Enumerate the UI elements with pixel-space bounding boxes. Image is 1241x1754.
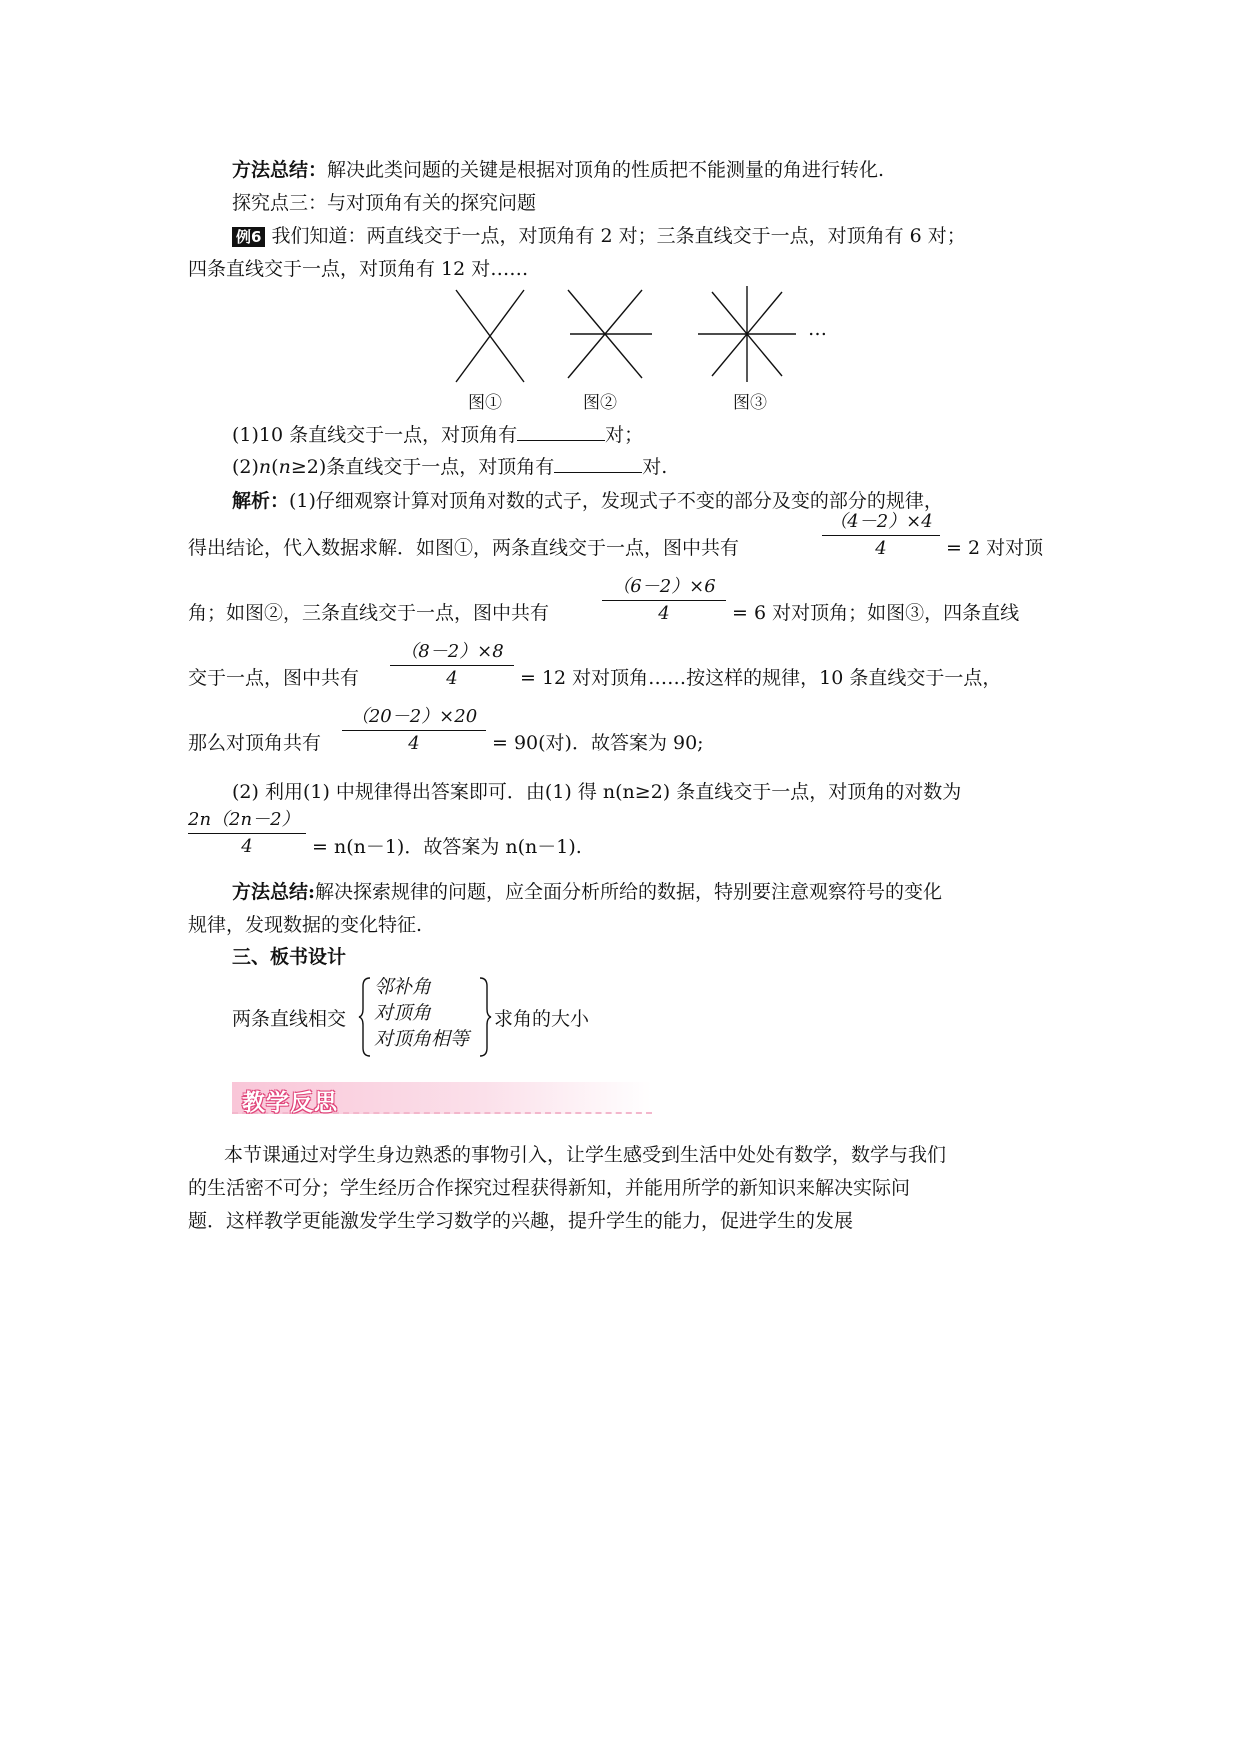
- example-text-1: 我们知道：两直线交于一点，对顶角有 2 对；三条直线交于一点，对顶角有 6 对；: [271, 225, 966, 247]
- fraction-3-numerator: （8－2）×8: [400, 641, 504, 662]
- analysis-text-1: (1)仔细观察计算对顶角对数的式子，发现式子不变的部分及变的部分的规律，: [289, 490, 943, 512]
- question-2-paren: (: [271, 456, 279, 478]
- figure-1-label: 图①: [468, 393, 502, 413]
- question-1: [232, 420, 643, 447]
- question-2-number: (2): [232, 456, 259, 478]
- question-2-blank: [554, 456, 642, 473]
- question-2-text: ≥2)条直线交于一点，对顶角有: [290, 456, 555, 478]
- board-item-1: 邻补角: [374, 976, 432, 998]
- fraction-4-denominator: 4: [408, 733, 420, 754]
- left-brace-icon: [358, 976, 372, 1058]
- method-summary-text: 解决此类问题的关键是根据对顶角的性质把不能测量的角进行转化.: [327, 159, 885, 181]
- fraction-5: [188, 808, 306, 859]
- example-line-1: [232, 221, 966, 248]
- fraction-2-denominator: 4: [658, 603, 670, 624]
- analysis-line-7-suffix: = n(n－1)．故答案为 n(n－1).: [312, 836, 582, 858]
- fraction-4-numerator: （20－2）×20: [350, 706, 478, 727]
- analysis-line-6: (2) 利用(1) 中规律得出答案即可．由(1) 得 n(n≥2) 条直线交于一点，对顶角的对数为: [232, 781, 962, 803]
- board-right-text: 求角的大小: [494, 1008, 590, 1030]
- analysis-line-4-suffix: = 12 对对顶角……按这样的规律，10 条直线交于一点，: [520, 667, 1002, 689]
- fraction-4: [342, 705, 486, 756]
- analysis-line-5-suffix: = 90(对)．故答案为 90;: [492, 732, 704, 754]
- analysis-line-2-text: 得出结论，代入数据求解．如图①，两条直线交于一点，图中共有: [188, 537, 740, 559]
- fraction-5-numerator: 2n（2n－2）: [188, 809, 300, 830]
- board-item-3: 对顶角相等: [374, 1028, 470, 1050]
- fraction-3-denominator: 4: [446, 668, 458, 689]
- analysis-line-2-suffix: = 2 对对顶: [946, 537, 1044, 559]
- question-1-text: (1)10 条直线交于一点，对顶角有: [232, 424, 518, 446]
- reflection-banner: [232, 1082, 652, 1114]
- analysis-line-5-text: 那么对顶角共有: [188, 732, 322, 754]
- section-3-title: 探究点三：与对顶角有关的探究问题: [232, 192, 537, 214]
- analysis-line-3-suffix: = 6 对对顶角；如图③，四条直线: [732, 602, 1020, 624]
- figure-2-three-lines: [568, 290, 652, 378]
- reflection-line-2: 的生活密不可分；学生经历合作探究过程获得新知，并能用所学的新知识来解决实际问: [188, 1177, 911, 1199]
- fraction-4-bar: [342, 730, 486, 731]
- example-tag: 例6: [232, 227, 265, 247]
- analysis-line-3-text: 角；如图②，三条直线交于一点，图中共有: [188, 602, 550, 624]
- fraction-2-bar: [602, 600, 726, 601]
- fraction-1-numerator: （4－2）×4: [829, 511, 933, 532]
- figure-ellipsis: …: [808, 318, 827, 340]
- figure-3-label: 图③: [733, 393, 767, 413]
- reflection-line-3: 题．这样教学更能激发学生学习数学的兴趣，提升学生的能力，促进学生的发展: [188, 1210, 854, 1232]
- question-2-suffix: 对.: [642, 456, 668, 478]
- figure-1-two-lines: [456, 290, 524, 382]
- method-summary-1: [232, 155, 884, 182]
- intersecting-lines-figures: [440, 286, 840, 386]
- right-brace-icon: [478, 976, 492, 1058]
- figure-3-four-lines: [698, 286, 796, 382]
- example-line-2: 四条直线交于一点，对顶角有 12 对……: [188, 258, 529, 280]
- fraction-2-numerator: （6－2）×6: [612, 576, 716, 597]
- fraction-3-bar: [390, 665, 514, 666]
- method-summary-2-text-1: 解决探索规律的问题，应全面分析所给的数据，特别要注意观察符号的变化: [315, 881, 943, 903]
- question-2: [232, 452, 667, 479]
- analysis-line-4-text: 交于一点，图中共有: [188, 667, 360, 689]
- question-2-var-2: n: [278, 456, 291, 478]
- fraction-1: [822, 510, 940, 561]
- method-summary-2-line-1: [232, 877, 942, 904]
- board-left-text: 两条直线相交: [232, 1008, 347, 1030]
- board-item-2: 对顶角: [374, 1002, 432, 1024]
- fraction-5-bar: [188, 833, 306, 834]
- fraction-3: [390, 640, 514, 691]
- fraction-1-denominator: 4: [875, 538, 887, 559]
- fraction-1-bar: [822, 535, 940, 536]
- reflection-line-1: 本节课通过对学生身边熟悉的事物引入，让学生感受到生活中处处有数学，数学与我们: [224, 1144, 947, 1166]
- method-summary-label: 方法总结：: [232, 159, 328, 181]
- fraction-2: [602, 575, 726, 626]
- question-1-blank: [517, 424, 605, 441]
- analysis-label: 解析：: [232, 490, 290, 512]
- method-summary-2-line-2: 规律，发现数据的变化特征.: [188, 914, 423, 936]
- reflection-banner-title: 教学反思: [242, 1090, 338, 1116]
- question-2-var: n: [258, 456, 272, 478]
- question-1-suffix: 对；: [605, 424, 644, 446]
- analysis-line-1: [232, 486, 943, 513]
- method-summary-2-label: 方法总结:: [232, 881, 316, 903]
- fraction-5-denominator: 4: [241, 836, 253, 857]
- board-design-title: 三、板书设计: [232, 946, 347, 968]
- figure-2-label: 图②: [583, 393, 617, 413]
